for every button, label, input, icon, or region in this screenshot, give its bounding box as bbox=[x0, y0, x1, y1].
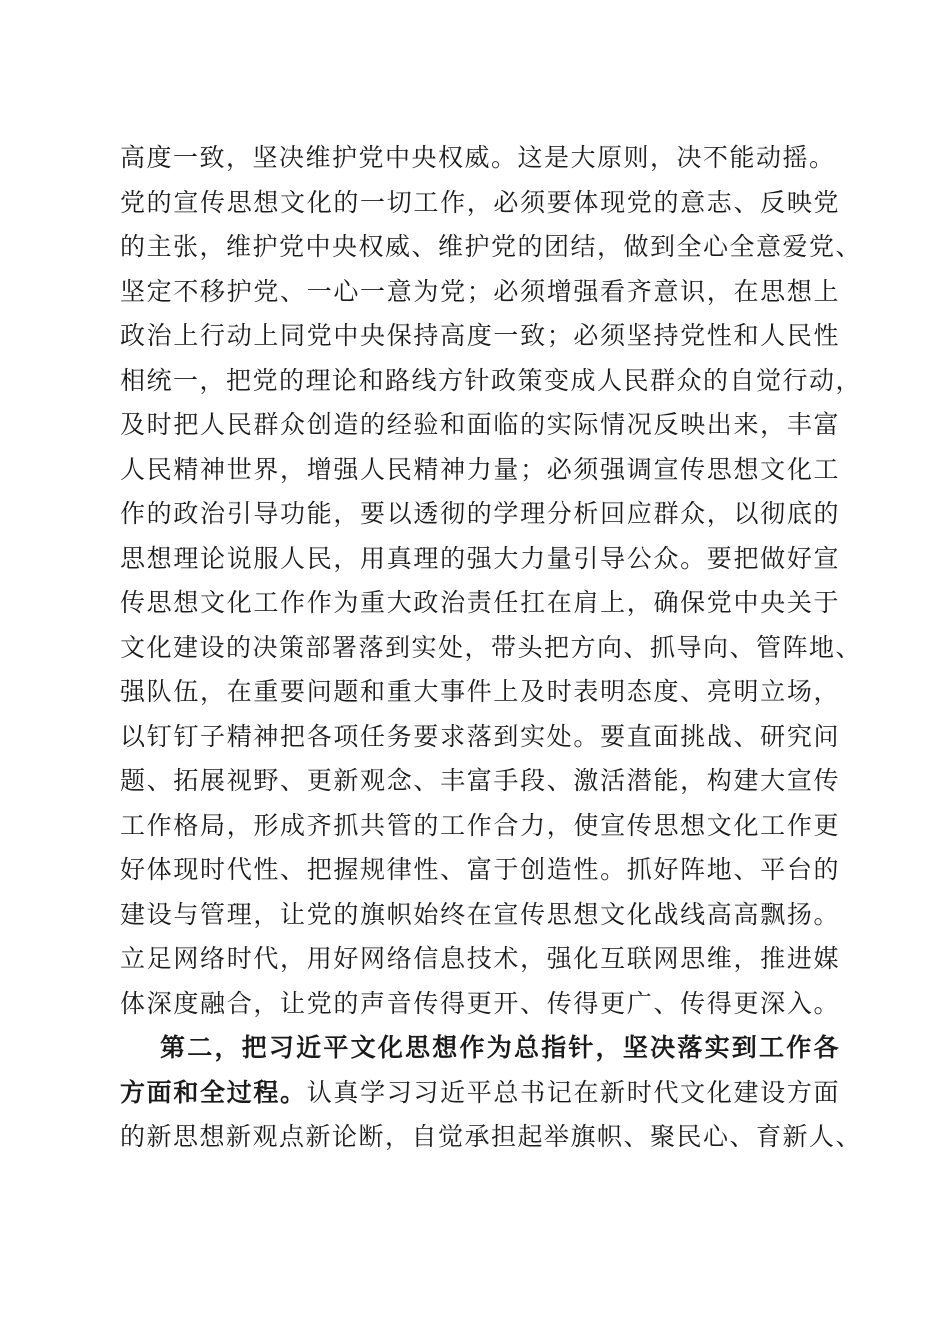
text-line: 建设与管理，让党的旗帜始终在宣传思想文化战线高高飘扬。 bbox=[120, 899, 840, 929]
text-line: 好体现时代性、把握规律性、富于创造性。抓好阵地、平台的 bbox=[120, 855, 840, 884]
text-line: 高度一致，坚决维护党中央权威。这是大原则，决不能动摇。 bbox=[120, 143, 836, 172]
text-line: 题、拓展视野、更新观念、丰富手段、激活潜能，构建大宣传 bbox=[120, 766, 840, 795]
text-line: 坚定不移护党、一心一意为党；必须增强看齐意识，在思想上 bbox=[120, 276, 840, 306]
text-line: 相统一，把党的理论和路线方针政策变成人民群众的自觉行动， bbox=[120, 365, 863, 395]
text-line: 强队伍，在重要问题和重大事件上及时表明态度、亮明立场， bbox=[120, 677, 840, 706]
text-line: 文化建设的决策部署落到实处，带头把方向、抓导向、管阵地、 bbox=[120, 632, 863, 662]
text-line: 作的政治引导功能，要以透彻的学理分析回应群众，以彻底的 bbox=[120, 499, 840, 528]
text-line bbox=[120, 1071, 840, 1116]
text-line: 工作格局，形成齐抓共管的工作合力，使宣传思想文化工作更 bbox=[120, 810, 840, 840]
body-text bbox=[120, 136, 863, 1160]
text-line: 的新思想新观点新论断，自觉承担起举旗帜、聚民心、育新人、 bbox=[120, 1122, 863, 1151]
text-line: 传思想文化工作作为重大政治责任扛在肩上，确保党中央关于 bbox=[120, 588, 840, 617]
text-segment: 认真学习习近平总书记在新时代文化建设方面 bbox=[306, 1077, 840, 1107]
section-heading-end: 方面和全过程。 bbox=[120, 1077, 307, 1107]
text-line: 人民精神世界，增强人民精神力量；必须强调宣传思想文化工 bbox=[120, 454, 840, 484]
text-line: 及时把人民群众创造的经验和面临的实际情况反映出来，丰富 bbox=[120, 410, 840, 439]
text-line: 思想理论说服人民，用真理的强大力量引导公众。要把做好宣 bbox=[120, 543, 840, 573]
text-line: 党的宣传思想文化的一切工作，必须要体现党的意志、反映党 bbox=[120, 187, 840, 217]
text-line: 立足网络时代，用好网络信息技术，强化互联网思维，推进媒 bbox=[120, 944, 840, 973]
text-line: 以钉钉子精神把各项任务要求落到实处。要直面挑战、研究问 bbox=[120, 721, 840, 751]
text-line: 的主张，维护党中央权威、维护党的团结，做到全心全意爱党、 bbox=[120, 232, 863, 261]
text-line: 政治上行动上同党中央保持高度一致；必须坚持党性和人民性 bbox=[120, 321, 840, 350]
section-heading: 第二，把习近平文化思想作为总指针，坚决落实到工作各 bbox=[160, 1033, 840, 1062]
text-line: 体深度融合，让党的声音传得更开、传得更广、传得更深入。 bbox=[120, 988, 840, 1018]
